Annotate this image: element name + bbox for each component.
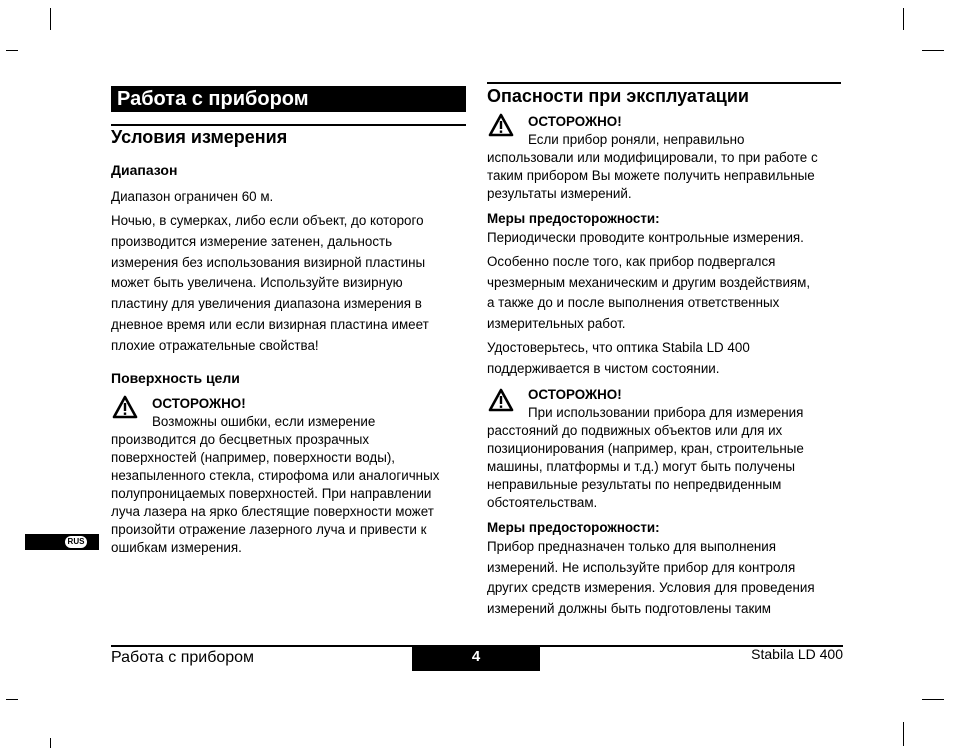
text-line: луча лазера на ярко блестящие поверхности может (111, 504, 434, 519)
language-label: RUS (65, 536, 87, 548)
text-line: поверхностей (например, поверхности воды), (111, 450, 395, 465)
text-line: чрезмерным механическим и другим воздействиям, (487, 274, 811, 290)
section-title: Опасности при эксплуатации (487, 86, 749, 106)
section-banner (111, 86, 466, 112)
surface-heading: Поверхность цели (111, 370, 240, 386)
text-line: полупроницаемых поверхностей. При направлении (111, 486, 432, 501)
divider (111, 124, 466, 126)
text-line: Возможны ошибки, если измерение (152, 414, 376, 429)
warning-label: ОСТОРОЖНО! (528, 387, 622, 402)
text-line: таким прибором Вы можете получить неправильные (487, 168, 815, 183)
text-line: измерения без использования визирной пластины (111, 254, 426, 270)
text-line: а также до и после выполнения ответственных (487, 295, 780, 311)
text-line: производится измерение затенен, дальность (111, 233, 393, 249)
text-line: пластину для увеличения диапазона измерения в (111, 296, 422, 312)
text-line: дневное время или если визирная пластина имеет (111, 317, 429, 332)
text-line: неправильные результаты по непредвиденным (487, 477, 782, 492)
warning-icon (112, 395, 138, 419)
text-line: использовали или модифицировали, то при работе с (487, 150, 818, 165)
text-line: поддерживается в чистом состоянии. (487, 360, 720, 376)
language-tab (25, 534, 99, 550)
divider (487, 82, 841, 84)
page-number: 4 (412, 647, 540, 671)
crop-mark (50, 8, 51, 30)
crop-mark (922, 699, 944, 700)
warning-label: ОСТОРОЖНО! (152, 396, 246, 411)
range-text: Диапазон ограничен 60 м. (111, 189, 274, 204)
text-line: измерений. Не используйте прибор для контроля (487, 559, 796, 575)
crop-mark (50, 738, 51, 748)
text-line: Особенно после того, как прибор подвергался (487, 254, 776, 269)
text-line: произойти отражение лазерного луча и привести к (111, 522, 427, 537)
text-line: позиционирования (например, кран, строительные (487, 441, 804, 456)
measures-label: Меры предосторожности: (487, 520, 660, 535)
text-line: расстояний до подвижных объектов или для их (487, 423, 783, 438)
text-line: может быть увеличена. Используйте визирную (111, 275, 403, 291)
measures-text: Периодически проводите контрольные измерения. (487, 230, 804, 245)
text-line: При использовании прибора для измерения (528, 405, 804, 420)
range-heading: Диапазон (111, 162, 178, 178)
text-line: Удостоверьтесь, что оптика Stabila LD 400 (487, 340, 750, 355)
text-line: результаты измерений. (487, 186, 632, 201)
crop-mark (6, 50, 18, 51)
text-line: машины, платформы и т.д.) могут быть получены (487, 459, 795, 474)
text-line: плохие отражательные свойства! (111, 337, 319, 353)
footer-product: Stabila LD 400 (751, 646, 843, 662)
section-title: Условия измерения (111, 127, 288, 147)
measures-label: Меры предосторожности: (487, 211, 660, 226)
text-line: ошибкам измерения. (111, 540, 242, 555)
warning-icon (488, 388, 514, 412)
warning-label: ОСТОРОЖНО! (528, 114, 622, 129)
text-line: измерений должны быть подготовлены таким (487, 601, 772, 617)
crop-mark (903, 8, 904, 30)
text-line: обстоятельствам. (487, 495, 598, 510)
warning-icon (488, 113, 514, 137)
crop-mark (903, 722, 904, 746)
footer-section: Работа с прибором (111, 649, 255, 666)
crop-mark (6, 699, 18, 700)
text-line: Прибор предназначен только для выполнения (487, 539, 777, 554)
crop-mark (922, 50, 944, 51)
text-line: Ночью, в сумерках, либо если объект, до которого (111, 213, 424, 228)
text-line: незапыленного стекла, стирофома или аналогичных (111, 468, 440, 483)
text-line: измерительных работ. (487, 316, 626, 332)
banner-title: Работа с прибором (117, 88, 309, 110)
text-line: производится до бесцветных прозрачных (111, 432, 370, 447)
text-line: Если прибор роняли, неправильно (528, 132, 745, 147)
text-line: других средств измерения. Условия для проведения (487, 580, 815, 596)
